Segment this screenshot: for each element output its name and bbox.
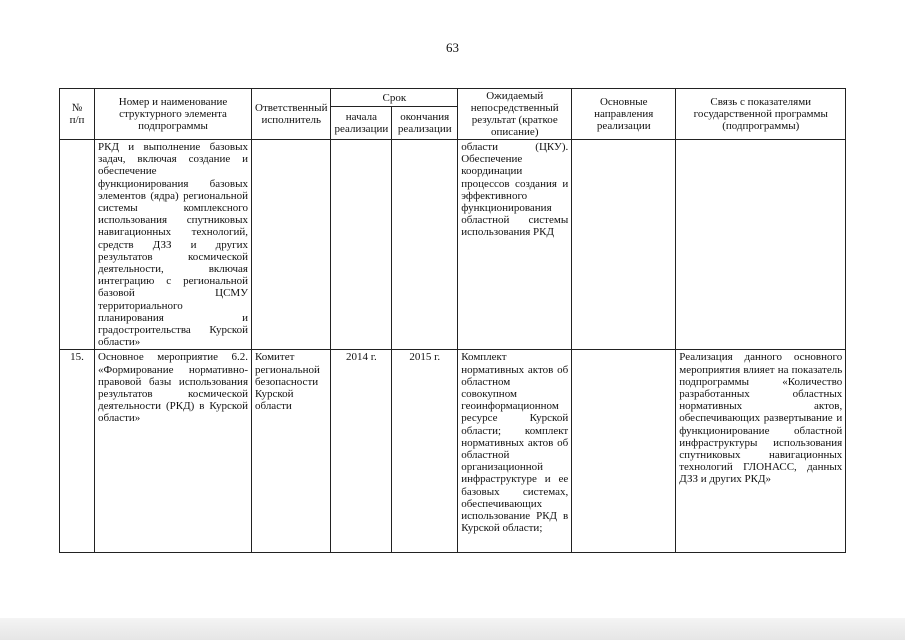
header-result: Ожидаемый непосредственный результат (краткое описание) — [458, 89, 572, 140]
header-term-start: начала реализации — [331, 107, 392, 140]
cell-link: Реализация данного основного мероприятия влияет на показатель подпрограммы «Количество разработанных областных нормативных актов, обеспечивающих развертывание и функционирование областной инфраструктуры использования спутниковых навигационных технологий ГЛОНАСС, данных ДЗЗ и других РКД» — [676, 350, 846, 553]
table-header-row — [60, 89, 846, 107]
cell-directions — [572, 350, 676, 553]
header-num: № п/п — [60, 89, 95, 140]
header-directions: Основные направления реализации — [572, 89, 676, 140]
cell-name: Основное мероприятие 6.2. «Формирование нормативно-правовой базы использования результатов космической деятельности (РКД) в Курской области» — [95, 350, 252, 553]
cell-start: 2014 г. — [331, 350, 392, 553]
cell-num: 15. — [60, 350, 95, 553]
page-number: 63 — [446, 40, 459, 55]
cell-end — [392, 140, 458, 350]
subprogram-table — [59, 88, 846, 553]
table-row — [60, 350, 846, 553]
header-name: Номер и наименование структурного элемента подпрограммы — [95, 89, 252, 140]
header-link: Связь с показателями государственной программы (подпрограммы) — [676, 89, 846, 140]
header-term-end: окончания реализации — [392, 107, 458, 140]
table-row — [60, 140, 846, 350]
scan-bottom-edge — [0, 618, 905, 640]
cell-start — [331, 140, 392, 350]
cell-link — [676, 140, 846, 350]
cell-executor — [252, 140, 331, 350]
cell-executor: Комитет региональной безопасности Курской области — [252, 350, 331, 553]
header-executor: Ответственный исполнитель — [252, 89, 331, 140]
cell-name: РКД и выполнение базовых задач, включая создание и обеспечение функционирования базовых элементов (ядра) региональной системы комплексного использования спутниковых навигационных технологий, средств ДЗЗ и других результатов космической деятельности, включая интеграцию с региональной базовой ЦСМУ территориального планирования и градостроительства Курской области» — [95, 140, 252, 350]
cell-end: 2015 г. — [392, 350, 458, 553]
cell-directions — [572, 140, 676, 350]
cell-result: области (ЦКУ). Обеспечение координации процессов создания и эффективного функционирования областной системы использования РКД — [458, 140, 572, 350]
cell-num — [60, 140, 95, 350]
cell-result: Комплект нормативных актов об областном совокупном геоинформационном ресурсе Курской области; комплект нормативных актов об областной организационной инфраструктуре и ее базовых системах, обеспечивающих использование РКД в Курской области; — [458, 350, 572, 553]
header-term: Срок — [331, 89, 458, 107]
